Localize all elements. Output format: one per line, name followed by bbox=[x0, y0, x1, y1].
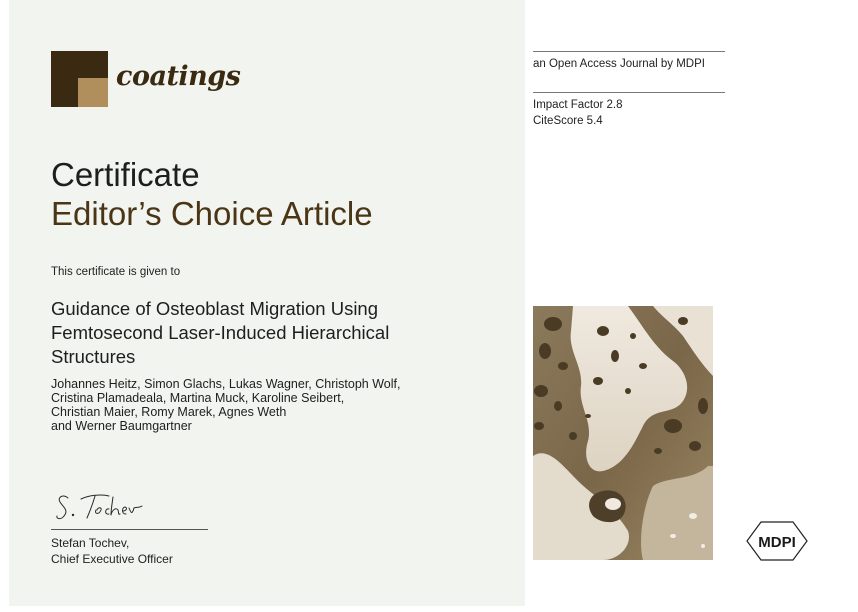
author-line: Christian Maier, Romy Marek, Agnes Weth bbox=[51, 405, 287, 419]
divider bbox=[533, 51, 725, 52]
journal-logo bbox=[51, 51, 291, 109]
author-line: Johannes Heitz, Simon Glachs, Lukas Wagner, Christoph Wolf, bbox=[51, 377, 401, 391]
divider bbox=[533, 92, 725, 93]
certificate-type: Editor’s Choice Article bbox=[51, 195, 373, 232]
article-title: Guidance of Osteoblast Migration Using Femtosecond Laser-Induced Hierarchical Structures bbox=[51, 298, 390, 367]
journal-tagline: an Open Access Journal by MDPI bbox=[533, 58, 705, 70]
author-line: and Werner Baumgartner bbox=[51, 419, 192, 433]
impact-factor: Impact Factor 2.8 bbox=[533, 99, 623, 111]
journal-name: coatings bbox=[116, 61, 241, 92]
signer-role: Chief Executive Officer bbox=[51, 552, 173, 566]
author-list bbox=[51, 377, 451, 433]
cover-image bbox=[533, 306, 713, 560]
signature-line bbox=[51, 529, 208, 530]
certificate-title: Certificate bbox=[51, 156, 200, 193]
citescore: CiteScore 5.4 bbox=[533, 115, 603, 127]
coatings-logo-icon bbox=[51, 51, 108, 107]
author-line: Cristina Plamadeala, Martina Muck, Karoline Seibert, bbox=[51, 391, 345, 405]
signature-image bbox=[54, 489, 154, 523]
signer-name: Stefan Tochev, bbox=[51, 536, 130, 550]
mdpi-logo-icon bbox=[745, 520, 809, 562]
given-to-label: This certificate is given to bbox=[51, 266, 181, 278]
publisher-name: MDPI bbox=[758, 534, 796, 551]
